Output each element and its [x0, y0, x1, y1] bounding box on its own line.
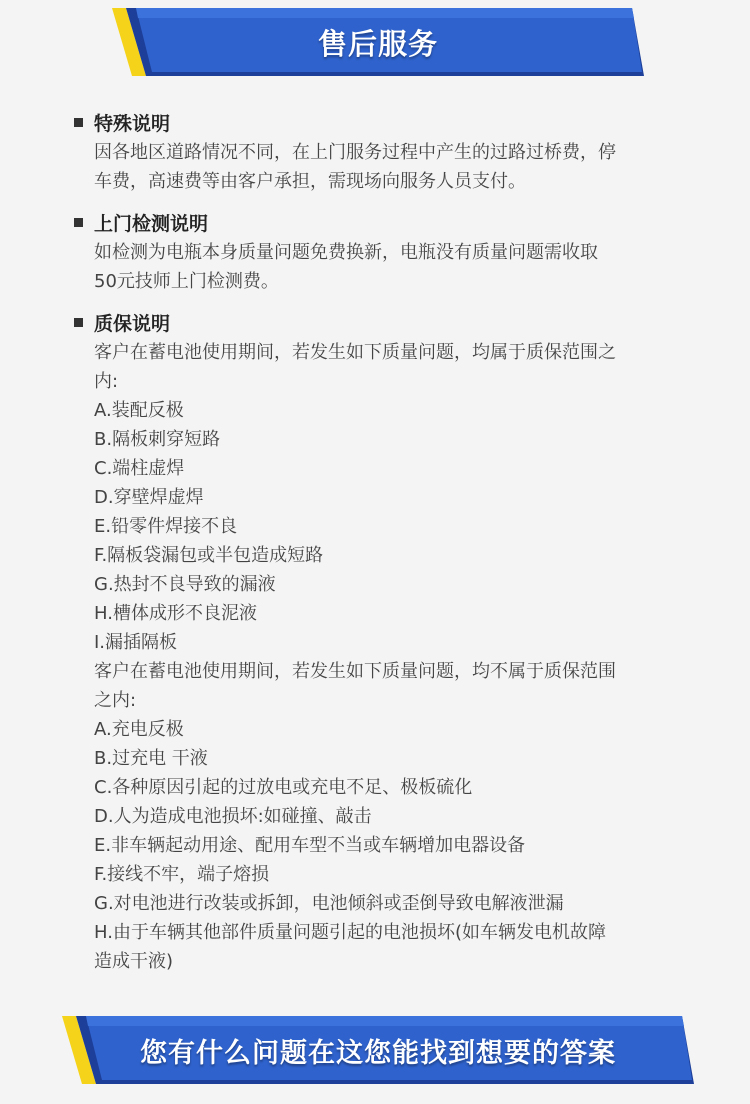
- list-item: F.接线不牢，端子熔损: [94, 864, 270, 885]
- list-item: G.热封不良导致的漏液: [94, 574, 276, 595]
- section-header: [74, 206, 694, 238]
- list-item: E.铅零件焊接不良: [94, 516, 238, 537]
- bullet-icon: [74, 318, 83, 327]
- list-item: A.充电反极: [94, 719, 184, 740]
- list-item: G.对电池进行改装或拆卸，电池倾斜或歪倒导致电解液泄漏: [94, 893, 564, 914]
- list-item: B.隔板刺穿短路: [94, 429, 221, 450]
- list-item: D.人为造成电池损坏:如碰撞、敲击: [94, 806, 372, 827]
- list-item: C.各种原因引起的过放电或充电不足、极板硫化: [94, 777, 473, 798]
- list-item: C.端柱虚焊: [94, 458, 185, 479]
- section-title: 质保说明: [94, 312, 171, 335]
- after-sales-content: [74, 106, 694, 982]
- section-special-notes: [74, 106, 694, 196]
- faq-banner: [62, 1016, 694, 1084]
- section-body: [74, 338, 694, 976]
- banner-title: 售后服务: [317, 26, 438, 61]
- list-item: E.非车辆起动用途、配用车型不当或车辆增加电器设备: [94, 835, 526, 856]
- list-item: A.装配反极: [94, 400, 184, 421]
- list-item: H.槽体成形不良泥液: [94, 603, 257, 624]
- list-item: D.穿壁焊虚焊: [94, 487, 204, 508]
- section-title: 上门检测说明: [94, 212, 209, 235]
- list-item: H.由于车辆其他部件质量问题引起的电池损坏(如车辆发电机故障: [94, 922, 606, 943]
- section-body: [74, 238, 694, 296]
- list-item: F.隔板袋漏包或半包造成短路: [94, 545, 324, 566]
- list-item: B.过充电 干液: [94, 748, 208, 769]
- section-header: [74, 106, 694, 138]
- text-line: 内:: [94, 371, 119, 392]
- list-item: 造成干液): [94, 951, 174, 972]
- section-title: 特殊说明: [94, 112, 171, 135]
- section-onsite-inspection: [74, 206, 694, 296]
- text-line: 如检测为电瓶本身质量问题免费换新，电瓶没有质量问题需收取: [94, 242, 598, 263]
- text-line: 50元技师上门检测费。: [94, 271, 279, 292]
- section-header: [74, 306, 694, 338]
- list-item: I.漏插隔板: [94, 632, 178, 653]
- bullet-icon: [74, 118, 83, 127]
- header-banner: [112, 8, 644, 76]
- text-line: 之内:: [94, 690, 137, 711]
- bullet-icon: [74, 218, 83, 227]
- text-line: 因各地区道路情况不同，在上门服务过程中产生的过路过桥费，停: [94, 142, 616, 163]
- section-body: [74, 138, 694, 196]
- text-line: 客户在蓄电池使用期间，若发生如下质量问题，均不属于质保范围: [94, 661, 616, 682]
- banner-title: 您有什么问题在这您能找到想要的答案: [140, 1037, 616, 1069]
- text-line: 客户在蓄电池使用期间，若发生如下质量问题，均属于质保范围之: [94, 342, 616, 363]
- text-line: 车费，高速费等由客户承担，需现场向服务人员支付。: [94, 171, 526, 192]
- section-warranty: [74, 306, 694, 976]
